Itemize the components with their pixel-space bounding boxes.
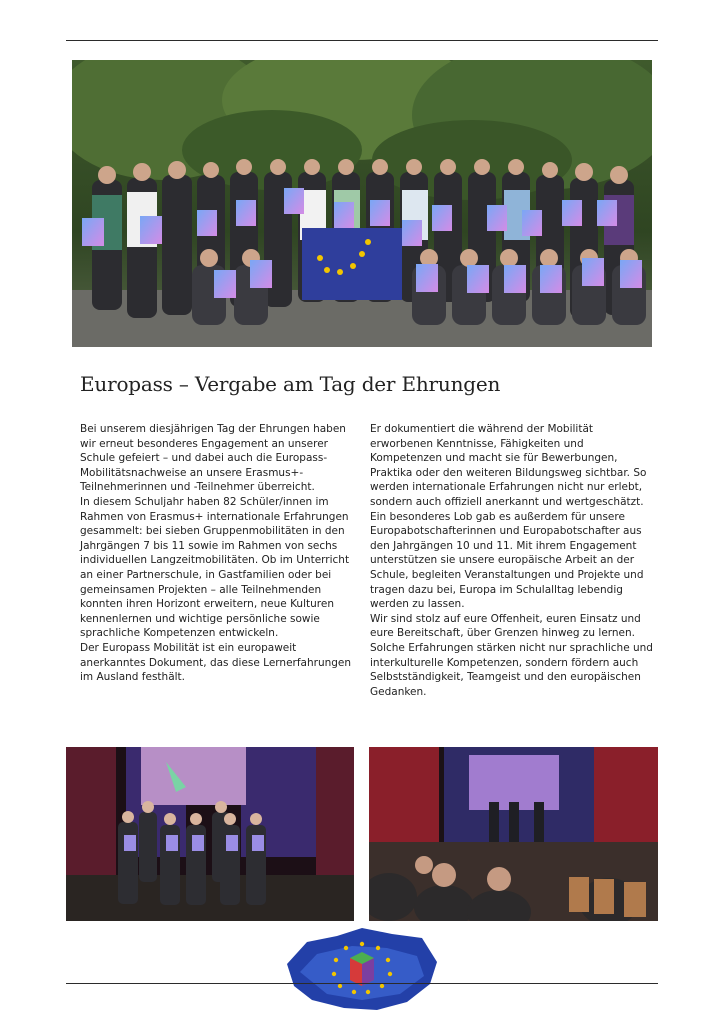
bottom-rule [66, 983, 658, 984]
paragraph: Bei unserem diesjährigen Tag der Ehrungen haben wir erneut besonderes Engagement an unserer Schule gefeiert – und dabei auch die Europass-Mobilitätsnachweise an unsere Erasmus+-Teilnehmerinnen und -Teilnehmer überreicht. [80, 423, 346, 494]
article-title: Europass – Vergabe am Tag der Ehrungen [80, 372, 501, 396]
top-rule [66, 40, 658, 41]
paragraph: Er dokumentiert die während der Mobilität erworbenen Kenntnisse, Fähigkeiten und Kompetenzen und macht sie für Bewerbungen, Praktika oder den weiteren Bildungsweg sichtbar. So werden internationale Erfahrungen nicht nur erlebt, sondern auch offiziell anerkannt und wertgeschätzt. [370, 423, 647, 508]
left-column [80, 422, 362, 685]
erasmus-logo-icon [282, 924, 442, 1014]
stage-photo [66, 747, 354, 921]
right-column [370, 422, 654, 699]
paragraph: Ein besonderes Lob gab es außerdem für unsere Europabotschafterinnen und Europabotschafter aus den Jahrgängen 10 und 11. Mit ihrem Engagement unterstützen sie unsere europäische Arbeit an der Schule, begleiten Veranstaltungen und Projekte und tragen dazu bei, Europa im Schulalltag lebendig werden zu lassen. [370, 510, 644, 611]
paragraph: Wir sind stolz auf eure Offenheit, euren Einsatz und eure Bereitschaft, über Grenzen hinweg zu lernen. Solche Erfahrungen stärken nicht nur sprachliche und interkulturelle Kompetenzen, sondern fördern auch Selbstständigkeit, Teamgeist und den europäischen Gedanken. [370, 612, 653, 698]
group-photo [72, 60, 652, 347]
audience-photo [369, 747, 658, 921]
paragraph: In diesem Schuljahr haben 82 Schüler/innen im Rahmen von Erasmus+ internationale Erfahrungen gesammelt: bei sieben Gruppenmobilitäten in den Jahrgängen 7 bis 11 sowie im Rahmen von sechs individuellen Langzeitmobilitäten. Ob im Unterricht an einer Partnerschule, in Gastfamilien oder bei gemeinsamen Projekten – alle Teilnehmenden konnten ihren Horizont erweitern, neue Kulturen kennenlernen und wichtige persönliche sowie sprachliche Kompetenzen entwickeln. [80, 495, 350, 640]
paragraph: Der Europass Mobilität ist ein europaweit anerkanntes Dokument, das diese Lernerfahrungen im Ausland festhält. [80, 641, 352, 684]
